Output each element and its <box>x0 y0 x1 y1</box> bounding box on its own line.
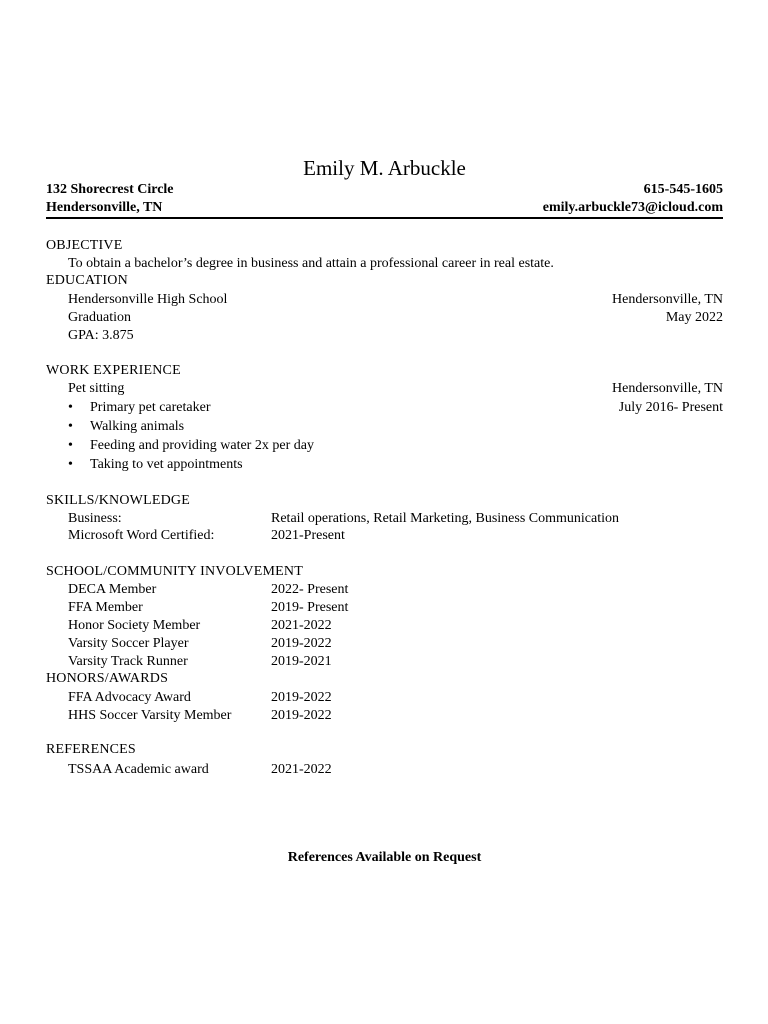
skill-value: Retail operations, Retail Marketing, Business Communication <box>271 511 620 526</box>
education-status: Graduation <box>68 310 131 325</box>
references-heading: REFERENCES <box>46 742 136 757</box>
involvement-label: Honor Society Member <box>68 618 201 633</box>
address-line-1: 132 Shorecrest Circle <box>46 182 174 197</box>
address-line-2: Hendersonville, TN <box>46 200 163 215</box>
objective-text: To obtain a bachelor’s degree in business and attain a professional career in real estate. <box>68 256 554 271</box>
skills-heading: SKILLS/KNOWLEDGE <box>46 493 190 508</box>
bullet-icon: • <box>68 419 73 434</box>
header-divider <box>46 217 723 219</box>
bullet-icon: • <box>68 457 73 472</box>
honors-heading: HONORS/AWARDS <box>46 671 169 686</box>
references-footer: References Available on Request <box>287 850 482 865</box>
honor-label: FFA Advocacy Award <box>68 690 191 705</box>
work-bullet-item: Feeding and providing water 2x per day <box>90 438 314 453</box>
involvement-value: 2019-2021 <box>271 654 332 669</box>
resume-name: Emily M. Arbuckle <box>303 156 466 180</box>
work-bullet-item: Primary pet caretaker <box>90 400 211 415</box>
involvement-value: 2019- Present <box>271 600 349 615</box>
skill-label: Business: <box>68 511 122 526</box>
education-location: Hendersonville, TN <box>612 292 723 307</box>
education-heading: EDUCATION <box>46 273 128 288</box>
involvement-label: FFA Member <box>68 600 143 615</box>
involvement-label: DECA Member <box>68 582 157 597</box>
work-title: Pet sitting <box>68 381 125 396</box>
resume-page <box>46 0 723 1024</box>
involvement-label: Varsity Soccer Player <box>68 636 189 651</box>
skill-value: 2021-Present <box>271 528 345 543</box>
involvement-heading: SCHOOL/COMMUNITY INVOLVEMENT <box>46 564 303 579</box>
phone-number: 615-545-1605 <box>643 182 723 197</box>
reference-value: 2021-2022 <box>271 762 332 777</box>
work-heading: WORK EXPERIENCE <box>46 363 181 378</box>
education-gpa: GPA: 3.875 <box>68 328 134 343</box>
objective-heading: OBJECTIVE <box>46 238 123 253</box>
work-bullet-item: Taking to vet appointments <box>90 457 243 472</box>
education-school: Hendersonville High School <box>68 292 228 307</box>
work-bullet-item: Walking animals <box>90 419 185 434</box>
education-date: May 2022 <box>665 310 723 325</box>
involvement-value: 2019-2022 <box>271 636 332 651</box>
honor-value: 2019-2022 <box>271 690 332 705</box>
honor-value: 2019-2022 <box>271 708 332 723</box>
work-location: Hendersonville, TN <box>612 381 723 396</box>
email-address: emily.arbuckle73@icloud.com <box>542 200 723 215</box>
work-dates: July 2016- Present <box>618 400 723 415</box>
reference-label: TSSAA Academic award <box>68 762 209 777</box>
involvement-label: Varsity Track Runner <box>68 654 188 669</box>
involvement-value: 2021-2022 <box>271 618 332 633</box>
involvement-value: 2022- Present <box>271 582 349 597</box>
bullet-icon: • <box>68 438 73 453</box>
bullet-icon: • <box>68 400 73 415</box>
skill-label: Microsoft Word Certified: <box>68 528 215 543</box>
honor-label: HHS Soccer Varsity Member <box>68 708 232 723</box>
